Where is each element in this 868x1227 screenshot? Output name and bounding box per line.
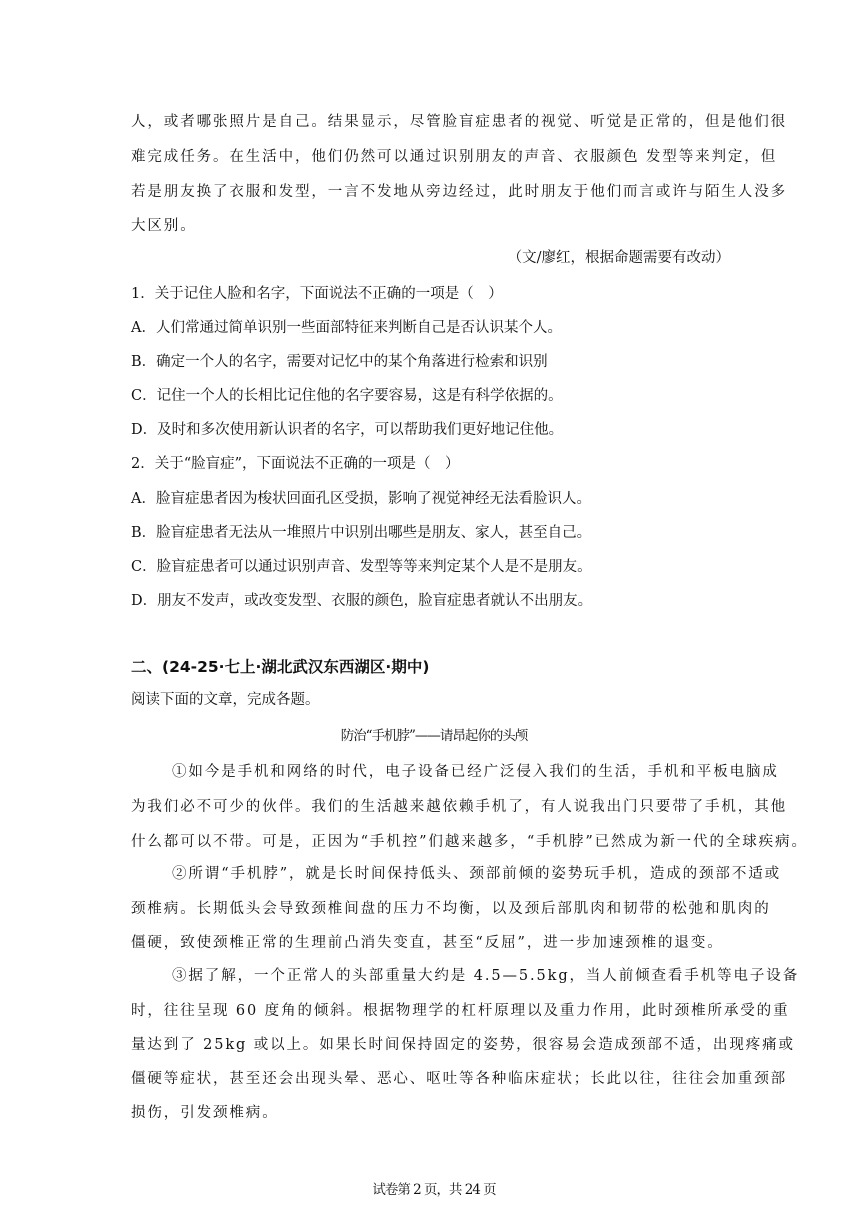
paragraph-line: 僵硬，致使颈椎正常的生理前凸消失变直，甚至“反屈”，进一步加速颈椎的退变。 bbox=[131, 935, 724, 951]
passage-line: 大区别。 bbox=[131, 218, 197, 234]
paragraph-line: 损伤，引发颈椎病。 bbox=[131, 1105, 279, 1121]
source-note: （文/廖红，根据命题需要有改动） bbox=[507, 250, 730, 266]
question-stem: 1．关于记住人脸和名字，下面说法不正确的一项是（ ） bbox=[131, 286, 503, 302]
passage-line: 难完成任务。在生活中，他们仍然可以通过识别朋友的声音、衣服颜色 发型等来判定，但 bbox=[131, 149, 778, 165]
option-c: C．记住一个人的长相比记住他的名字要容易，这是有科学依据的。 bbox=[131, 388, 563, 404]
passage-line: 人，或者哪张照片是自己。结果显示，尽管脸盲症患者的视觉、听觉是正常的，但是他们很 bbox=[131, 114, 787, 130]
paragraph-line: 量达到了 25kg 或以上。如果长时间保持固定的姿势，很容易会造成颈部不适，出现疼痛或 bbox=[131, 1037, 795, 1053]
section-instruction: 阅读下面的文章，完成各题。 bbox=[131, 692, 320, 708]
section-heading: 二、(24-25·七上·湖北武汉东西湖区·期中) bbox=[131, 658, 430, 676]
paragraph-line: ②所谓“手机脖”，就是长时间保持低头、颈部前倾的姿势玩手机，造成的颈部不适或 bbox=[172, 866, 782, 882]
option-a: A．脸盲症患者因为梭状回面孔区受损，影响了视觉神经无法看脸识人。 bbox=[131, 491, 591, 507]
option-d: D．朋友不发声，或改变发型、衣服的颜色，脸盲症患者就认不出朋友。 bbox=[131, 593, 593, 609]
option-a: A．人们常通过简单识别一些面部特征来判断自己是否认识某个人。 bbox=[131, 320, 562, 336]
option-b: B．确定一个人的名字，需要对记忆中的某个角落进行检索和识别 bbox=[131, 354, 548, 370]
option-c: C．脸盲症患者可以通过识别声音、发型等等来判定某个人是不是朋友。 bbox=[131, 559, 592, 575]
paragraph-line: 为我们必不可少的伙伴。我们的生活越来越依赖手机了，有人说我出门只要带了手机，其他 bbox=[131, 799, 787, 815]
paragraph-line: 僵硬等症状，甚至还会出现头晕、恶心、呕吐等各种临床症状；长此以往，往往会加重颈部 bbox=[131, 1071, 787, 1087]
paragraph-line: 颈椎病。长期低头会导致颈椎间盘的压力不均衡，以及颈后部肌肉和韧带的松弛和肌肉的 bbox=[131, 901, 771, 917]
paragraph-line: 时，往往呈现 60 度角的倾斜。根据物理学的杠杆原理以及重力作用，此时颈椎所承受的重 bbox=[131, 1003, 790, 1019]
option-d: D．及时和多次使用新认识者的名字，可以帮助我们更好地记住他。 bbox=[131, 422, 564, 438]
paragraph-line: 什么都可以不带。可是，正因为“手机控”们越来越多，“手机脖”已然成为新一代的全球疾病。 bbox=[131, 834, 808, 850]
option-b: B．脸盲症患者无法从一堆照片中识别出哪些是朋友、家人，甚至自己。 bbox=[131, 525, 592, 541]
page-footer: 试卷第 2 页，共 24 页 bbox=[372, 1182, 496, 1198]
paragraph-line: ①如今是手机和网络的时代，电子设备已经广泛侵入我们的生活，手机和平板电脑成 bbox=[172, 764, 779, 780]
question-stem: 2．关于“脸盲症”，下面说法不正确的一项是（ ） bbox=[131, 456, 460, 472]
article-title: 防治“手机脖”——请昂起你的头颅 bbox=[340, 728, 528, 744]
passage-line: 若是朋友换了衣服和发型，一言不发地从旁边经过，此时朋友于他们而言或许与陌生人没多 bbox=[131, 184, 787, 200]
paragraph-line: ③据了解，一个正常人的头部重量大约是 4.5—5.5kg，当人前倾查看手机等电子设备 bbox=[172, 968, 800, 984]
